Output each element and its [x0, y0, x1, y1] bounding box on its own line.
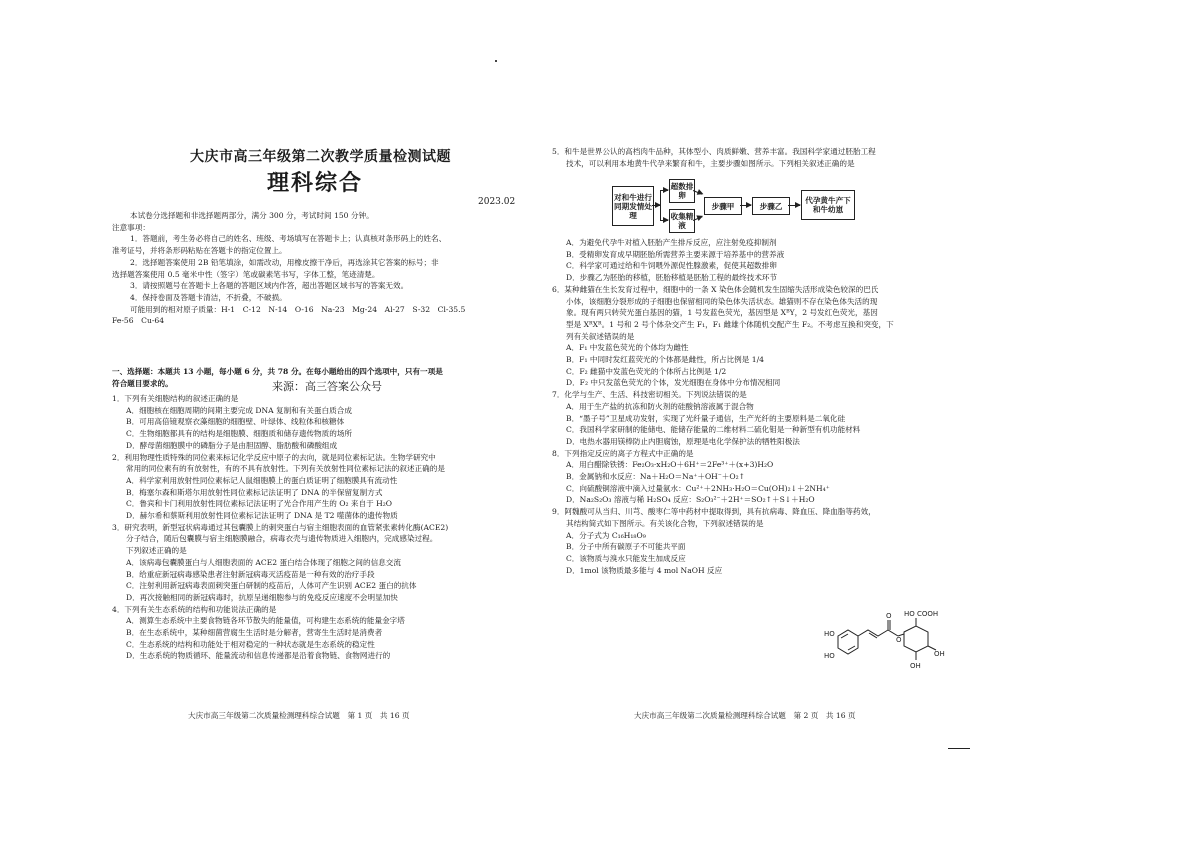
flow-arrow	[740, 205, 751, 206]
exam-title: 大庆市高三年级第二次教学质量检测试题	[190, 149, 451, 165]
option: C．注射利用新冠病毒表面刺突蛋白研制的疫苗后，人体可产生识别 ACE2 蛋白的抗体	[126, 581, 417, 591]
option: C．生态系统的结构和功能处于相对稳定的一种状态就是生态系统的稳定性	[126, 639, 375, 649]
label-ho-bottom: HO	[824, 652, 835, 660]
option: D．Na₂S₂O₃ 溶液与稀 H₂SO₄ 反应：S₂O₃²⁻＋2H⁺＝SO₂↑＋S↓＋H₂O	[566, 495, 815, 505]
option: D．步骤乙为胚胎的移植，胚胎移植是胚胎工程的最终技术环节	[566, 273, 778, 283]
flow-box-estrus: 对和牛进行同期发情处理	[612, 186, 654, 226]
ring-double-bond	[841, 634, 848, 638]
notice-line: 2．选择题答案使用 2B 铅笔填涂，如需改动，用橡皮擦干净后，再选涂其它答案的标号；非	[130, 257, 439, 267]
section-heading-line: 符合题目要求的。	[112, 378, 173, 388]
option: D．再次接触相同的新冠病毒时，抗原呈递细胞参与的免疫反应速度不会明显加快	[126, 592, 398, 602]
notice-line: 准考证号，并将条形码粘贴在答题卡的指定位置上。	[112, 246, 287, 256]
page-footer: 大庆市高三年级第二次质量检测理科综合试题 第 2 页 共 16 页	[634, 711, 856, 720]
question-stem-cont: 其结构简式如下图所示。有关该化合物，下列叙述错误的是	[566, 518, 764, 528]
flow-arrow	[660, 190, 668, 191]
option: C．生物细胞都具有的结构是细胞膜、细胞质和储存遗传物质的场所	[126, 429, 353, 439]
notice-line: 3．请按照题号在答题卡上各题的答题区域内作答，超出答题区域书写的答案无效。	[130, 281, 409, 291]
question-stem-cont: 分子结合，随后包囊膜与宿主细胞膜融合，病毒衣壳与遗传物质进入细胞内，完成感染过程。	[126, 534, 438, 544]
question-stem: 1．下列有关细胞结构的叙述正确的是	[112, 394, 239, 403]
flow-arrow	[652, 205, 660, 206]
atomic-mass-line: 可能用到的相对原子质量：H-1 C-12 N-14 O-16 Na-23 Mg-24 Al-27 S-32 Cl-35.5	[130, 304, 466, 314]
option: A．为避免代孕牛对植入胚胎产生排斥反应，应注射免疫抑制剂	[566, 238, 777, 247]
option: A．分子式为 C₁₆H₁₈O₉	[566, 530, 646, 540]
flow-box-surrogate: 代孕黄牛产下和牛幼崽	[801, 190, 855, 220]
option: C．F₂ 雌猫中发蓝色荧光的个体所占比例是 1/2	[566, 366, 727, 376]
option: D．生态系统的物质循环、能量流动和信息传递都是沿着食物链、食物网进行的	[126, 651, 391, 661]
question-stem-cont: 常用的同位素有的有放射性，有的不具有放射性。下列有关放射性同位素标记法的叙述正确的是	[126, 464, 445, 474]
notice-line: 4．保持卷面及答题卡清洁，不折叠，不破损。	[130, 292, 287, 302]
chlorogenic-acid-structure	[824, 606, 964, 678]
option: A．细胞核在细胞周期的间期主要完成 DNA 复制和有关蛋白质合成	[126, 405, 352, 415]
exam-date: 2023.02	[478, 197, 516, 207]
question-stem: 4．下列有关生态系统的结构和功能说法正确的是	[112, 604, 277, 614]
question-stem: 2．利用物理性质特殊的同位素来标记化学反应中原子的去向，就是同位素标记法。生物学研究中	[112, 452, 436, 462]
option: A．测算生态系统中主要食物链各环节散失的能量值，可构建生态系统的能量金字塔	[126, 616, 405, 626]
flow-box-step-a: 步骤甲	[704, 197, 742, 215]
option: D．电热水器用镁棒防止内胆腐蚀，原理是电化学保护法的牺牲阳极法	[566, 436, 800, 446]
question-stem: 5．和牛是世界公认的高档肉牛品种，其体型小、肉质鲜嫩、营养丰富。我国科学家通过胚胎工程	[552, 147, 876, 156]
atomic-mass-line: Fe-56 Cu-64	[112, 316, 165, 326]
option: B．分子中所有碳原子不可能共平面	[566, 542, 686, 552]
label-oh-bottom: OH	[910, 662, 921, 670]
question-stem: 9．阿魏酸可从当归、川芎、酸枣仁等中药材中提取得到，具有抗病毒、降血压、降血脂等药效，	[552, 507, 876, 517]
question-stem-cont: 象。现有两只转荧光蛋白基因的猫，1 号发蓝色荧光，基因型是 XᴮY，2 号发红色荧光，基因	[566, 308, 878, 318]
option: C．鲁宾和卡门利用放射性同位素标记法证明了光合作用产生的 O₂ 来自于 H₂O	[126, 499, 393, 509]
questions-block-2	[552, 237, 894, 576]
source-watermark: 来源：高三答案公众号	[272, 380, 382, 393]
notice-line: 选择题答案使用 0.5 毫米中性（签字）笔或碳素笔书写，字体工整，笔迹清楚。	[112, 269, 380, 279]
label-oh-right: OH	[934, 650, 945, 658]
notice-heading: 注意事项：	[112, 222, 150, 232]
notice-block	[112, 210, 466, 327]
ring-double-bond	[848, 646, 855, 650]
question-stem: 3．研究表明，新型冠状病毒通过其包囊膜上的刺突蛋白与宿主细胞表面的血管紧张素转化酶(ACE2)	[112, 522, 449, 532]
cyclohexane-ring	[904, 626, 928, 652]
flow-box-step-b: 步骤乙	[752, 197, 790, 215]
question-stem-cont: 技术，可以利用本地黄牛代孕来繁育和牛，主要步骤如图所示。下列相关叙述正确的是	[566, 158, 855, 168]
flow-box-superovulation: 超数排卵	[669, 179, 695, 203]
option: C．向硫酸铜溶液中滴入过量氨水：Cu²⁺＋2NH₃·H₂O＝Cu(OH)₂↓＋2NH₄⁺	[566, 483, 830, 493]
option: B．金属钠和水反应：Na＋H₂O＝Na⁺＋OH⁻＋O₂↑	[566, 472, 746, 482]
question-stem: 6．某种雌猫在生长发育过程中，细胞中的一条 X 染色体会随机发生固缩失活形成染色较深的巴氏	[552, 284, 879, 294]
option: B．可用高倍镜观察衣藻细胞的细胞壁、叶绿体、线粒体和核糖体	[126, 417, 345, 427]
intro-text: 本试卷分选择题和非选择题两部分，满分 300 分，考试时间 150 分钟。	[130, 211, 374, 220]
scan-mark	[948, 748, 970, 749]
flow-arrow	[788, 205, 800, 206]
alkene-double-bond	[869, 633, 877, 638]
option: A．科学家利用放射性同位素标记人鼠细胞膜上的蛋白质证明了细胞膜具有流动性	[126, 475, 398, 485]
option: A．用白醋除铁锈：Fe₂O₃·xH₂O＋6H⁺＝2Fe³⁺＋(x+3)H₂O	[566, 460, 774, 470]
questions-block-1	[112, 393, 448, 662]
page-footer: 大庆市高三年级第二次质量检测理科综合试题 第 1 页 共 16 页	[188, 711, 410, 720]
page-2	[552, 0, 972, 850]
label-o-ester: O	[896, 636, 902, 644]
question-stem: 7．化学与生产、生活、科技密切相关。下列说法错误的是	[552, 390, 747, 400]
flow-arrow	[660, 220, 668, 221]
option: B．F₁ 中同时发红蓝荧光的个体都是雌性，所占比例是 1/4	[566, 355, 765, 365]
option: D．1mol 该物质最多能与 4 mol NaOH 反应	[566, 565, 723, 575]
question-5-stem	[552, 146, 876, 169]
label-o-carbonyl: O	[886, 612, 892, 620]
option: A．该病毒包囊膜蛋白与人细胞表面的 ACE2 蛋白结合体现了细胞之间的信息交流	[126, 557, 401, 567]
option: C．我国科学家研制的能储电、能储存能量的二维材料二硫化钼是一种新型有机功能材料	[566, 425, 861, 435]
option: B．“墨子号”卫星成功发射，实现了光纤量子通信，生产光纤的主要原料是二氧化硅	[566, 413, 846, 423]
option: A．用于生产盐的抗冻和防火剂的硅酸钠溶液属于混合物	[566, 401, 754, 411]
option: A．F₁ 中发蓝色荧光的个体均为雌性	[566, 343, 689, 353]
option: C．科学家可通过给和牛饲喂外源促性腺激素，促使其超数排卵	[566, 261, 777, 271]
option: B．梅塞尔森和斯塔尔用放射性同位素标记法证明了 DNA 的半保留复制方式	[126, 487, 383, 497]
question-stem-cont: 小体，该细胞分裂形成的子细胞也保留相同的染色体失活状态。雄猫则不存在染色体失活的现	[566, 296, 878, 306]
label-ho-cooh: HO COOH	[904, 610, 939, 618]
question-stem-cont: 型是 XᴿXᴿ。1 号和 2 号个体杂交产生 F₁，F₁ 雌雄个体随机交配产生 F₂。不考虑互换和突变，下	[566, 319, 894, 329]
question-stem-cont: 列有关叙述错误的是	[566, 331, 635, 341]
subject-title: 理科综合	[267, 170, 364, 196]
option: B．给重症新冠病毒感染患者注射新冠病毒灭活疫苗是一种有效的治疗手段	[126, 569, 375, 579]
flow-box-collect-semen: 收集精液	[669, 209, 695, 233]
option: D．酵母菌细胞膜中的磷脂分子是由胆固醇、脂肪酸和磷酸组成	[126, 440, 338, 450]
page-1	[112, 0, 532, 850]
question-stem-cont: 下列叙述正确的是	[126, 546, 187, 556]
option: D．赫尔希和蔡斯利用放射性同位素标记法证明了 DNA 是 T2 噬菌体的遗传物质	[126, 511, 398, 521]
benzene-ring	[838, 630, 858, 654]
option: C．该物质与溴水只能发生加成反应	[566, 553, 686, 563]
notice-line: 1．答题前，考生务必将自己的姓名、班级、考场填写在答题卡上；认真核对条形码上的姓名、	[130, 234, 447, 244]
option: D．F₂ 中只发蓝色荧光的个体，发光细胞在身体中分布情况相同	[566, 378, 781, 388]
option: B．受精卵发育成早期胚胎所需营养主要来源于培养基中的营养液	[566, 249, 785, 259]
option: B．在生态系统中，某种细菌营腐生生活时是分解者，营寄生生活时是消费者	[126, 628, 383, 638]
flow-branch-line	[660, 190, 661, 220]
section-heading-line: 一、选择题：本题共 13 小题，每小题 6 分，共 78 分。在每小题给出的四个选项中，只有一项是	[112, 367, 443, 376]
question-stem: 8．下列指定反应的离子方程式中正确的是	[552, 448, 694, 458]
label-ho-top: HO	[824, 630, 835, 638]
